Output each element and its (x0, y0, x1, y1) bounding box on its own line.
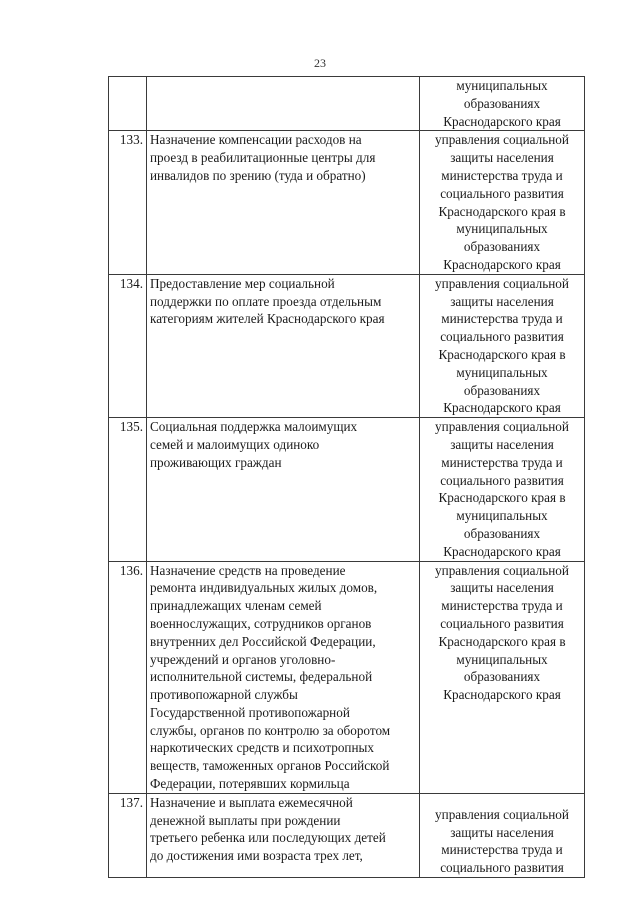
org-line: управления социальной (435, 562, 569, 578)
responsible-organization (420, 131, 585, 274)
name-line: семей и малоимущих одиноко (150, 436, 320, 452)
name-line: Социальная поддержка малоимущих (150, 419, 358, 435)
name-line: Назначение средств на проведение (150, 562, 346, 578)
org-line: образованиях (463, 525, 541, 541)
name-line: третьего ребенка или последующих детей (150, 830, 386, 846)
org-line: управления социальной (435, 806, 569, 822)
org-line: образованиях (463, 669, 541, 685)
org-line: министерства труда и (441, 842, 563, 858)
name-line: веществ, таможенных органов Российской (150, 758, 390, 774)
name-line: ремонта индивидуальных жилых домов, (150, 580, 378, 596)
name-line: Федерации, потерявших кормильца (150, 776, 350, 792)
services-table (108, 76, 585, 878)
org-line: Краснодарского края (443, 256, 561, 272)
responsible-organization (420, 561, 585, 793)
org-line: социального развития (440, 615, 564, 631)
org-line: муниципальных (456, 651, 548, 667)
org-line: защиты населения (450, 150, 554, 166)
org-line: управления социальной (435, 275, 569, 291)
name-line: учреждений и органов уголовно- (150, 651, 336, 667)
org-line: Краснодарского края в (438, 633, 566, 649)
name-line: противопожарной службы (150, 687, 298, 703)
name-line: Назначение компенсации расходов на (150, 132, 362, 148)
org-line: Краснодарского края (443, 543, 561, 559)
table-row (109, 561, 585, 793)
org-line: министерства труда и (441, 167, 563, 183)
org-line: управления социальной (435, 419, 569, 435)
responsible-organization (420, 418, 585, 561)
org-line: Краснодарского края в (438, 346, 566, 362)
org-line: Краснодарского края (443, 113, 561, 129)
table-row (109, 274, 585, 417)
table-row (109, 418, 585, 561)
table-row (109, 77, 585, 131)
name-line: наркотических средств и психотропных (150, 740, 374, 756)
org-line: защиты населения (450, 580, 554, 596)
org-line: муниципальных (456, 364, 548, 380)
responsible-organization (420, 77, 585, 131)
row-number (109, 77, 147, 131)
org-line: защиты населения (450, 436, 554, 452)
name-line: принадлежащих членам семей (150, 598, 322, 614)
name-line: Назначение и выплата ежемесячной (150, 794, 353, 810)
service-name (147, 77, 420, 131)
row-number: 133. (109, 131, 147, 274)
table-row (109, 793, 585, 877)
table-row (109, 131, 585, 274)
responsible-organization (420, 793, 585, 877)
name-line: проезд в реабилитационные центры для (150, 150, 376, 166)
org-line: Краснодарского края в (438, 203, 566, 219)
org-line: социального развития (440, 185, 564, 201)
row-number: 134. (109, 274, 147, 417)
name-line: до достижения ими возраста трех лет, (150, 848, 363, 864)
org-line: министерства труда и (441, 454, 563, 470)
org-line: образованиях (463, 382, 541, 398)
name-line: проживающих граждан (150, 454, 282, 470)
name-line: внутренних дел Российской Федерации, (150, 633, 376, 649)
org-line: образованиях (463, 95, 541, 111)
org-line: социального развития (440, 860, 564, 876)
name-line: поддержки по оплате проезда отдельным (150, 293, 382, 309)
service-name (147, 274, 420, 417)
service-name (147, 793, 420, 877)
row-number: 135. (109, 418, 147, 561)
org-line: Краснодарского края в (438, 490, 566, 506)
responsible-organization (420, 274, 585, 417)
org-line: министерства труда и (441, 598, 563, 614)
org-line: Краснодарского края (443, 687, 561, 703)
name-line: инвалидов по зрению (туда и обратно) (150, 167, 366, 183)
org-line: управления социальной (435, 132, 569, 148)
org-line: социального развития (440, 329, 564, 345)
org-line: муниципальных (456, 78, 548, 93)
org-line: Краснодарского края (443, 400, 561, 416)
row-number: 136. (109, 561, 147, 793)
name-line: Государственной противопожарной (150, 704, 350, 720)
name-line: службы, органов по контролю за оборотом (150, 722, 391, 738)
name-line: Предоставление мер социальной (150, 275, 335, 291)
name-line: категориям жителей Краснодарского края (150, 311, 385, 327)
org-line: муниципальных (456, 221, 548, 237)
row-number: 137. (109, 793, 147, 877)
org-line: защиты населения (450, 293, 554, 309)
page-number: 23 (314, 56, 326, 70)
service-name (147, 561, 420, 793)
service-name (147, 131, 420, 274)
service-name (147, 418, 420, 561)
name-line: исполнительной системы, федеральной (150, 669, 373, 685)
org-line: министерства труда и (441, 311, 563, 327)
name-line: военнослужащих, сотрудников органов (150, 615, 372, 631)
org-line: социального развития (440, 472, 564, 488)
org-line: защиты населения (450, 824, 554, 840)
name-line: денежной выплаты при рождении (150, 812, 341, 828)
org-line: муниципальных (456, 508, 548, 524)
org-line: образованиях (463, 239, 541, 255)
